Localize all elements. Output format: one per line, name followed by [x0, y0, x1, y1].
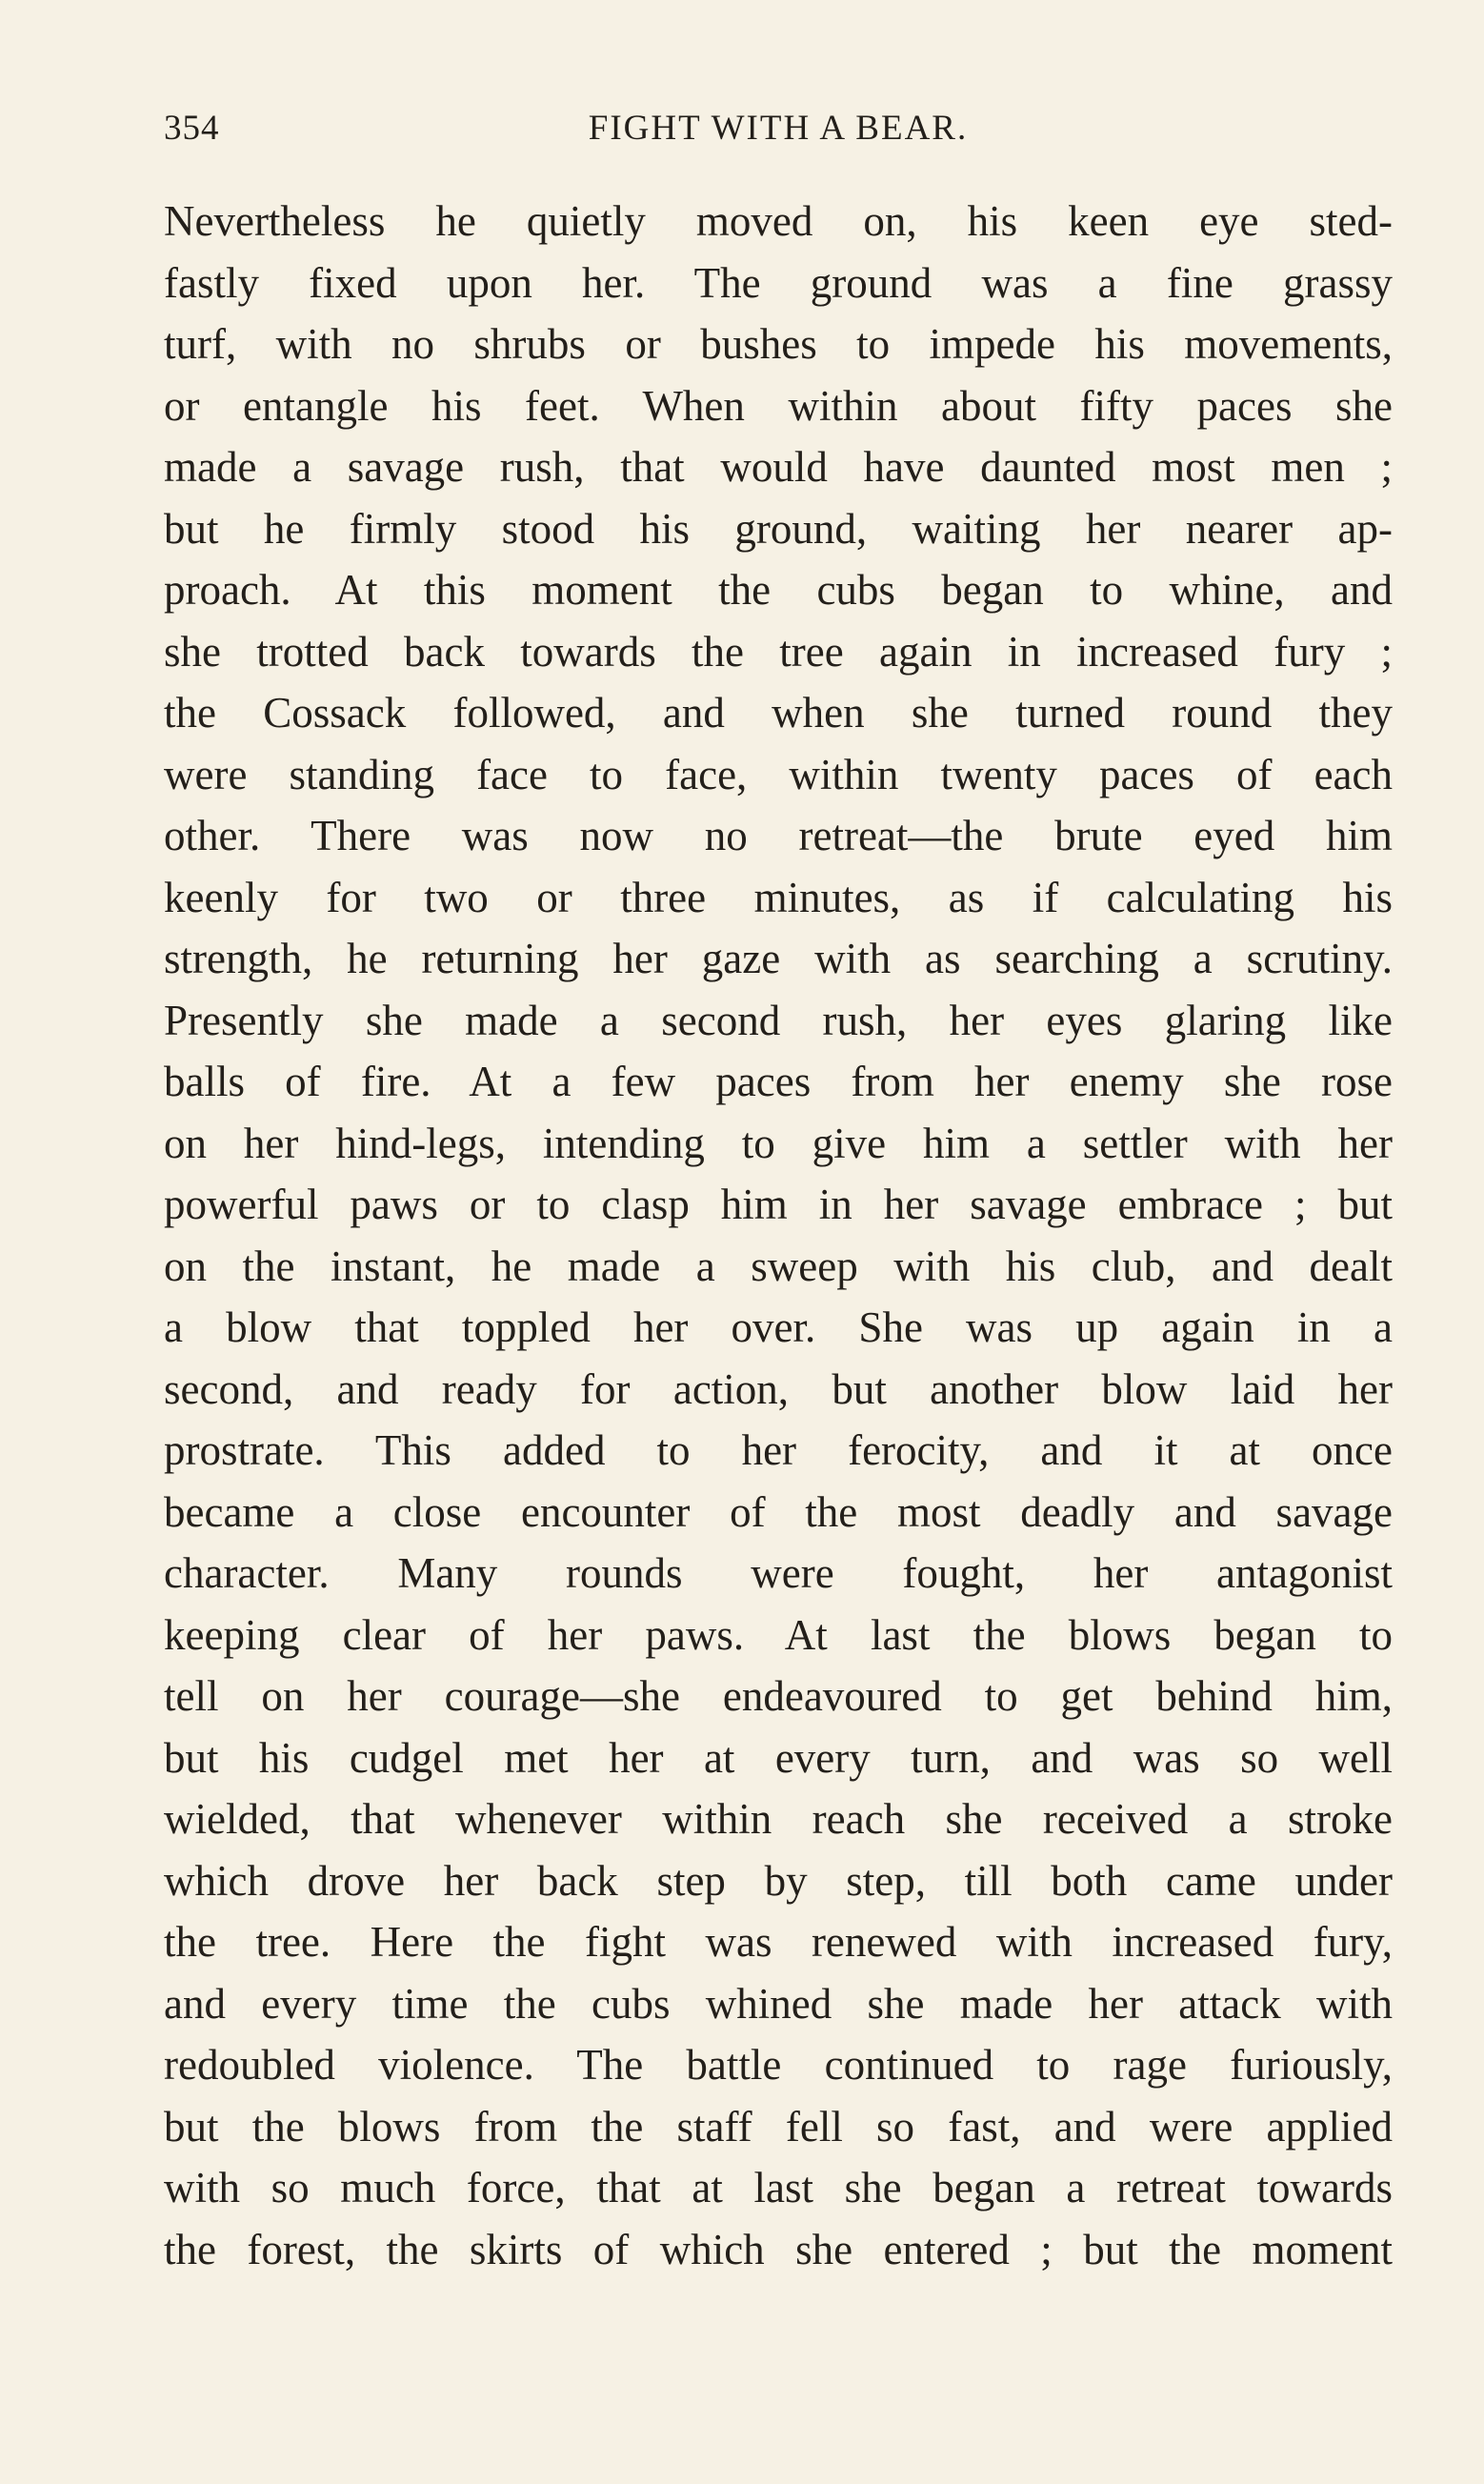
- text-line: keenly for two or three minutes, as if calculating his: [164, 873, 1393, 921]
- text-line: keeping clear of her paws. At last the blows began to: [164, 1610, 1393, 1659]
- text-line: on the instant, he made a sweep with his club, and dealt: [164, 1242, 1393, 1290]
- page-number: 354: [164, 109, 220, 148]
- text-line: and every time the cubs whined she made her attack with: [164, 1979, 1393, 2028]
- text-line: but he firmly stood his ground, waiting her nearer ap-: [164, 504, 1393, 553]
- text-line: prostrate. This added to her ferocity, and it at once: [164, 1426, 1393, 1474]
- text-line: tell on her courage—she endeavoured to get behind him,: [164, 1672, 1393, 1720]
- text-line: the tree. Here the fight was renewed with increased fury,: [164, 1918, 1393, 1966]
- text-line: other. There was now no retreat—the brute eyed him: [164, 812, 1393, 859]
- text-line: on her hind-legs, intending to give him a settler with her: [164, 1119, 1393, 1167]
- text-line: second, and ready for action, but another blow laid her: [164, 1364, 1393, 1413]
- running-head: [164, 108, 1393, 165]
- text-line: turf, with no shrubs or bushes to impede his movements,: [164, 320, 1393, 368]
- text-line: Presently she made a second rush, her eyes glaring like: [164, 996, 1393, 1044]
- text-line: fastly fixed upon her. The ground was a fine grassy: [164, 258, 1393, 307]
- text-line: became a close encounter of the most deadly and savage: [164, 1487, 1393, 1536]
- text-line: made a savage rush, that would have daunted most men ;: [164, 443, 1393, 491]
- text-line: strength, he returning her gaze with as searching a scrutiny.: [164, 935, 1393, 982]
- text-line: the Cossack followed, and when she turned round they: [164, 689, 1393, 737]
- text-line: the forest, the skirts of which she entered ; but the moment: [164, 2225, 1393, 2273]
- text-line: or entangle his feet. When within about fifty paces she: [164, 381, 1393, 430]
- text-line: but the blows from the staff fell so fast, and were applied: [164, 2102, 1393, 2151]
- body-text: [164, 191, 1393, 2280]
- text-line: a blow that toppled her over. She was up again in a: [164, 1303, 1393, 1351]
- text-line: which drove her back step by step, till both came under: [164, 1856, 1393, 1905]
- text-line: Nevertheless he quietly moved on, his keen eye sted-: [164, 197, 1393, 245]
- running-title: FIGHT WITH A BEAR.: [588, 109, 969, 148]
- text-line: were standing face to face, within twenty paces of each: [164, 750, 1393, 798]
- text-line: she trotted back towards the tree again in increased fury ;: [164, 627, 1393, 676]
- text-line: powerful paws or to clasp him in her savage embrace ; but: [164, 1181, 1393, 1228]
- text-line: redoubled violence. The battle continued to rage furiously,: [164, 2041, 1393, 2089]
- text-line: proach. At this moment the cubs began to whine, and: [164, 566, 1393, 614]
- text-line: balls of fire. At a few paces from her enemy she rose: [164, 1058, 1393, 1105]
- text-line: wielded, that whenever within reach she received a stroke: [164, 1795, 1393, 1843]
- text-line: but his cudgel met her at every turn, and was so well: [164, 1733, 1393, 1782]
- text-line: character. Many rounds were fought, her antagonist: [164, 1549, 1393, 1597]
- text-line: with so much force, that at last she began a retreat towards: [164, 2164, 1393, 2211]
